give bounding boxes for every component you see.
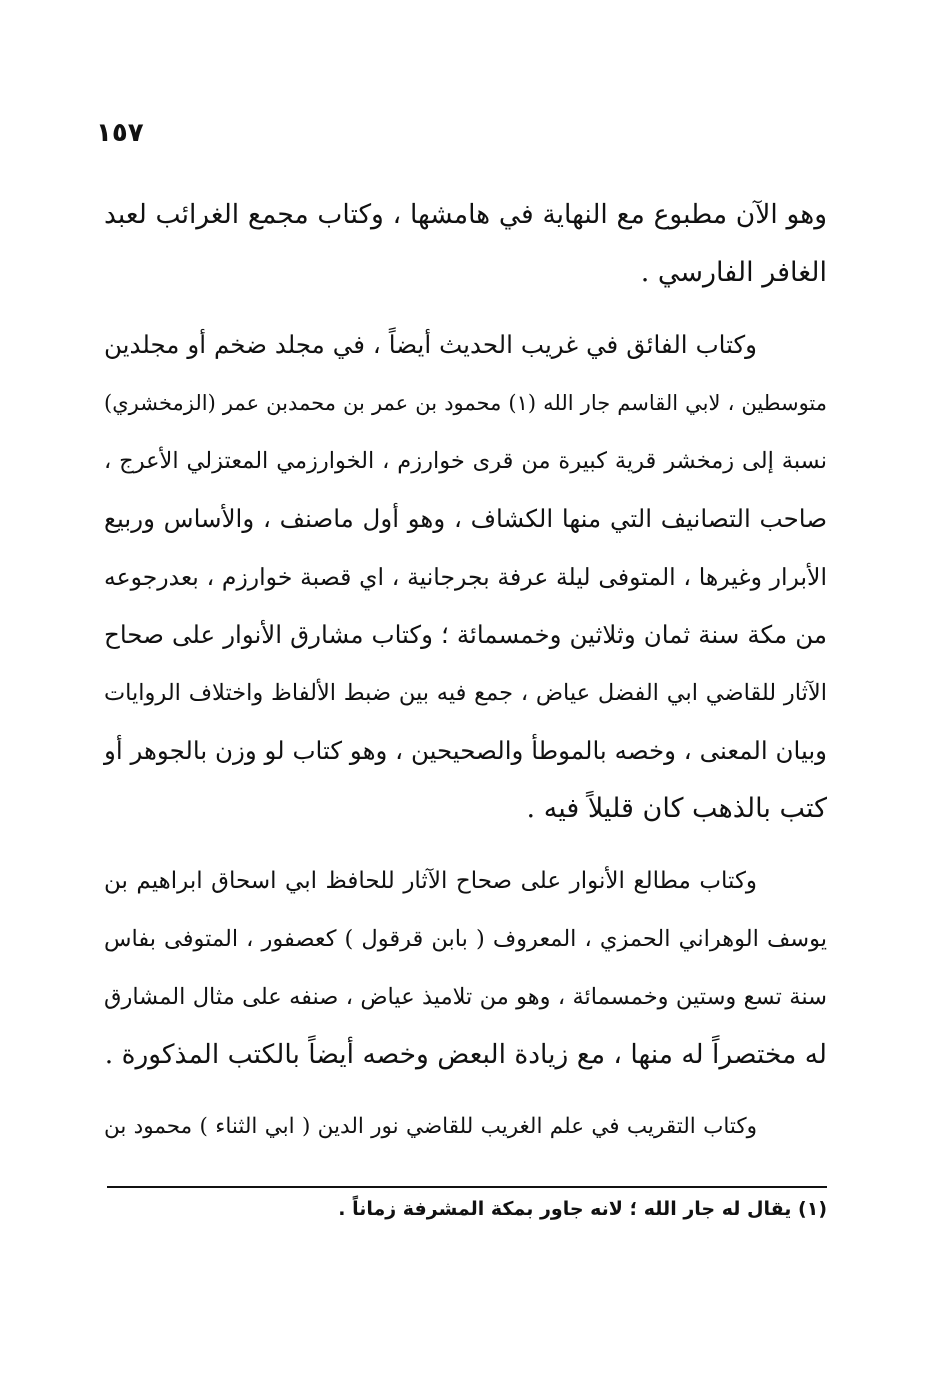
text-line: صاحب التصانيف التي منها الكشاف ، وهو أول ماصنف ، والأساس وربيع (104, 504, 827, 533)
text-line: وكتاب الفائق في غريب الحديث أيضاً ، في مجلد ضخم أو مجلدين (104, 330, 757, 359)
text-line: يوسف الوهراني الحمزي ، المعروف ( بابن قرقول ) كعصفور ، المتوفى بفاس (104, 926, 827, 952)
page-number: ١٥٧ (96, 118, 144, 148)
text-line: له مختصراً له منها ، مع زيادة البعض وخصه أيضاً بالكتب المذكورة . (104, 1039, 827, 1070)
footnote-divider (107, 1186, 827, 1188)
text-line: الغافر الفارسي . (640, 257, 827, 288)
footnote: (١) يقال له جار الله ؛ لانه جاور بمكة المشرفة زماناً . (338, 1198, 827, 1220)
text-line: وبيان المعنى ، وخصه بالموطأ والصحيحين ، وهو كتاب لو وزن بالجوهر أو (104, 736, 827, 765)
text-line: متوسطين ، لابي القاسم جار الله (١) محمود بن عمر بن محمدبن عمر (الزمخشري) (104, 391, 828, 415)
text-line: من مكة سنة ثمان وثلاثين وخمسمائة ؛ وكتاب مشارق الأنوار على صحاح (104, 620, 827, 649)
text-line: كتب بالذهب كان قليلاً فيه . (526, 793, 827, 824)
paragraph-4 (104, 1098, 827, 1156)
text-line: وكتاب مطالع الأنوار على صحاح الآثار للحافظ ابي اسحاق ابراهيم بن (104, 868, 757, 894)
text-line: الآثار للقاضي ابي الفضل عياض ، جمع فيه بين ضبط الألفاظ واختلاف الروايات (104, 680, 827, 706)
paragraph-2 (104, 316, 827, 838)
body-text (104, 186, 827, 1170)
text-line: الأبرار وغيرها ، المتوفى ليلة عرفة بجرجانية ، اي قصبة خوارزم ، بعدرجوعه (104, 563, 827, 591)
text-line: وهو الآن مطبوع مع النهاية في هامشها ، وكتاب مجمع الغرائب لعبد (104, 199, 827, 230)
text-line: وكتاب التقريب في علم الغريب للقاضي نور الدين ( ابي الثناء ) محمود بن (104, 1114, 757, 1139)
text-line: نسبة إلى زمخشر قرية كبيرة من قرى خوارزم ، الخوارزمي المعتزلي الأعرج ، (104, 448, 827, 474)
paragraph-3 (104, 852, 827, 1084)
paragraph-1 (104, 186, 827, 302)
text-line: سنة تسع وستين وخمسمائة ، وهو من تلاميذ عياض ، صنفه على مثال المشارق (104, 984, 827, 1010)
